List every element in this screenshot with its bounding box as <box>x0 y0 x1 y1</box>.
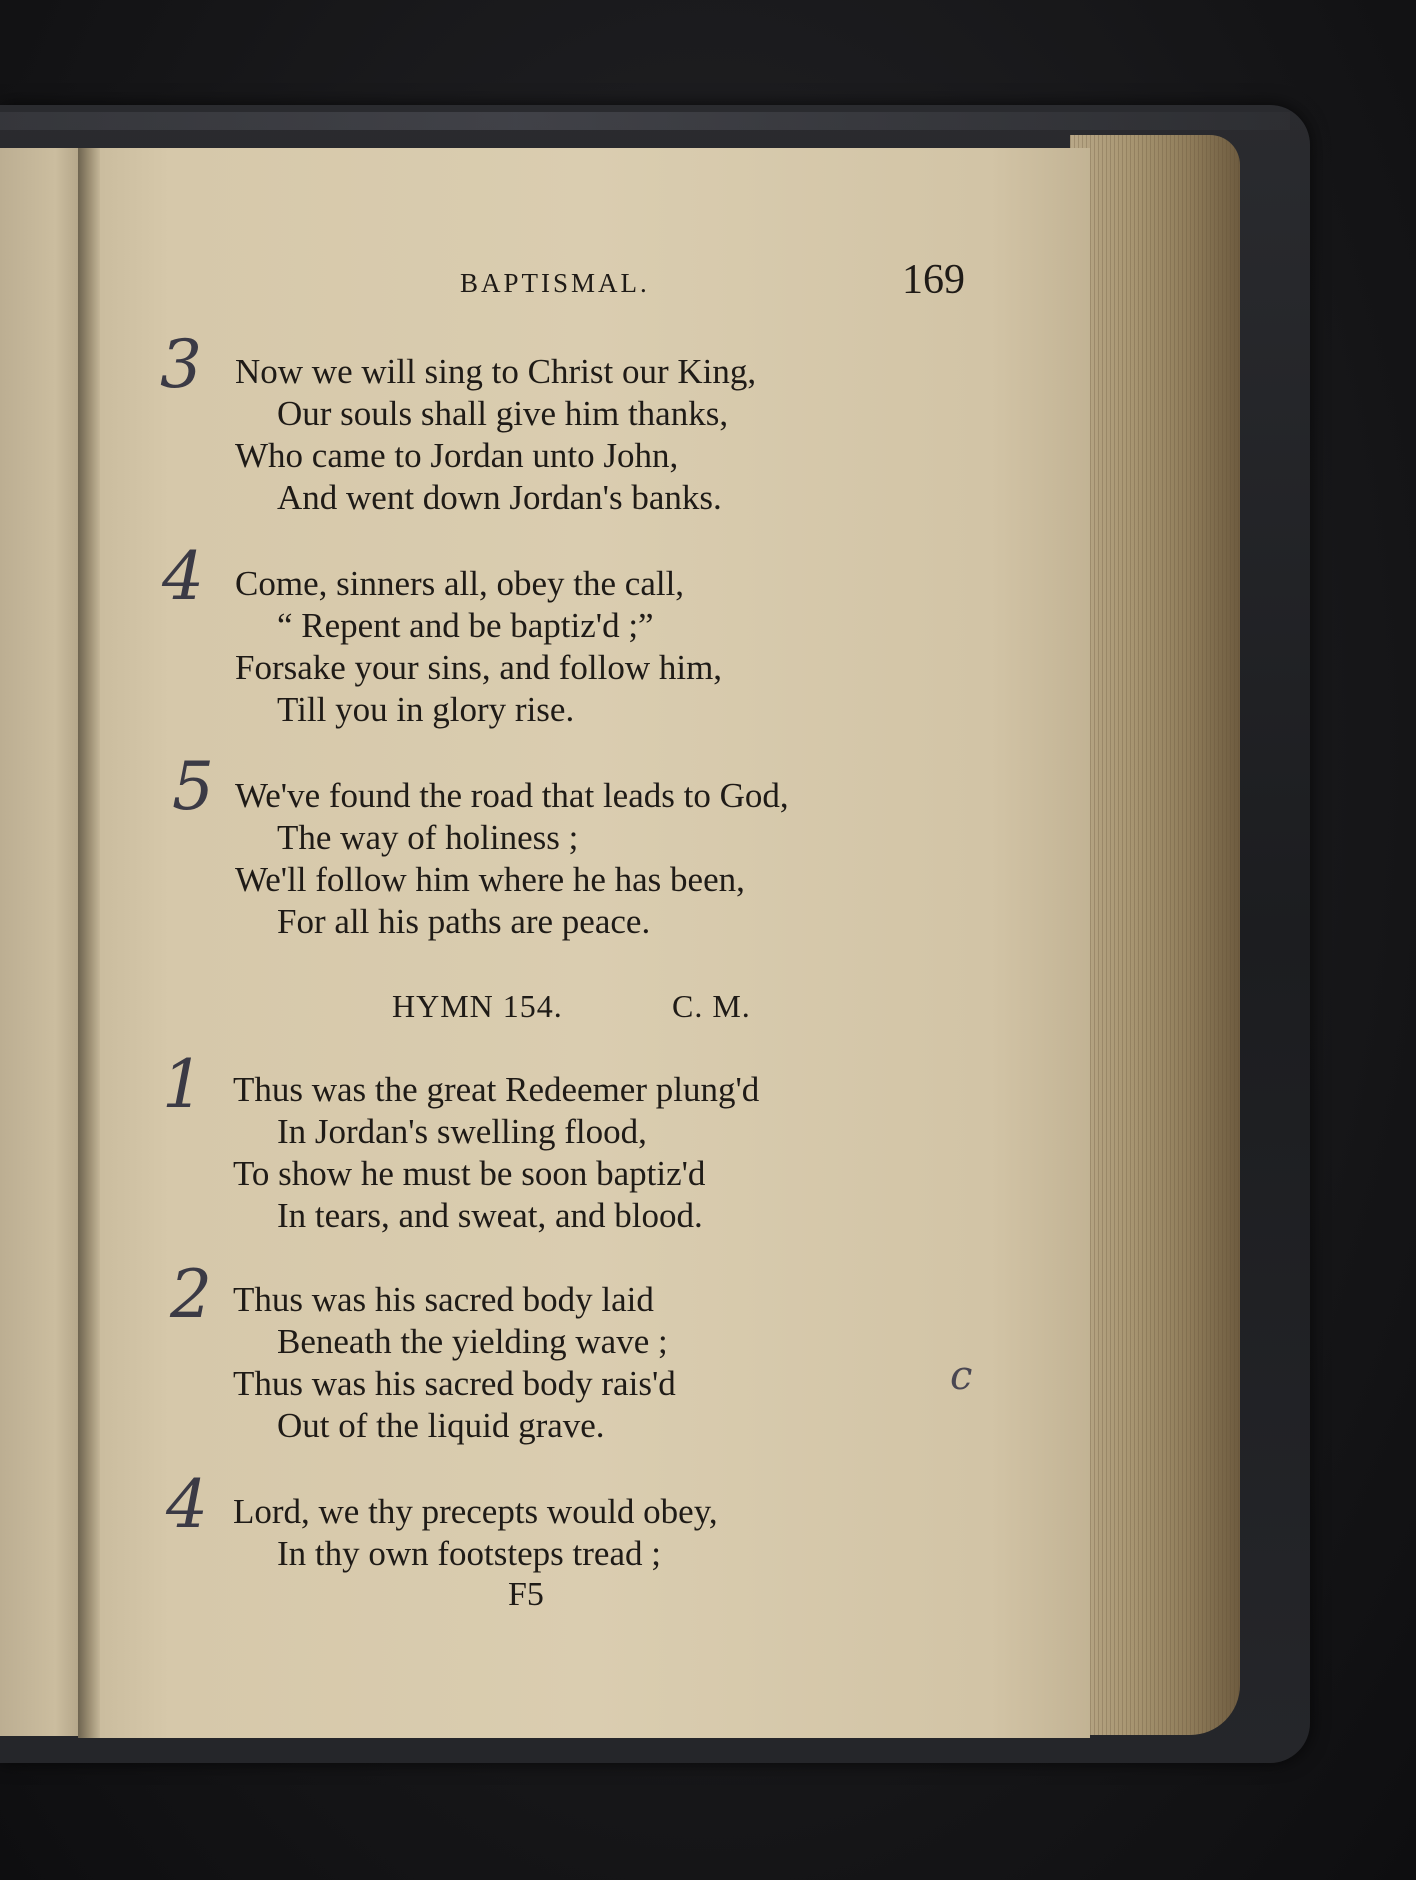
verse-line: Out of the liquid grave. <box>277 1406 605 1445</box>
handwritten-verse-number: 5 <box>172 748 214 825</box>
verse-line: Thus was his sacred body laid <box>233 1280 654 1319</box>
page-number: 169 <box>902 257 965 303</box>
hymn-title: HYMN 154. <box>392 988 563 1024</box>
handwritten-verse-number: 2 <box>170 1256 212 1333</box>
verse-line: We'll follow him where he has been, <box>235 860 745 899</box>
verse-line: And went down Jordan's banks. <box>277 478 722 517</box>
book-gutter <box>78 148 100 1738</box>
running-head: BAPTISMAL. <box>460 268 650 298</box>
verse-line: Thus was the great Redeemer plung'd <box>233 1070 760 1109</box>
verse-line: Who came to Jordan unto John, <box>235 436 679 475</box>
right-page <box>90 148 1090 1738</box>
verse-line: Forsake your sins, and follow him, <box>235 648 723 687</box>
hymn-meter: C. M. <box>672 988 751 1024</box>
verse-line: Beneath the yielding wave ; <box>277 1322 668 1361</box>
verse-line: Our souls shall give him thanks, <box>277 394 729 433</box>
verse-line: To show he must be soon baptiz'd <box>233 1154 706 1193</box>
handwritten-verse-number: 1 <box>162 1046 204 1123</box>
verse-line: In tears, and sweat, and blood. <box>277 1196 703 1235</box>
verse-line: For all his paths are peace. <box>277 902 651 941</box>
book-cover-edge <box>0 112 1290 130</box>
page-stack-edge <box>1070 135 1240 1735</box>
verse-line: “ Repent and be baptiz'd ;” <box>277 606 654 645</box>
verse-line: The way of holiness ; <box>277 818 579 857</box>
handwritten-verse-number: 4 <box>162 538 204 615</box>
verse-line: We've found the road that leads to God, <box>235 776 789 815</box>
verse-line: Lord, we thy precepts would obey, <box>233 1492 718 1531</box>
handwritten-verse-number: 4 <box>166 1466 208 1543</box>
verse-line: Thus was his sacred body rais'd <box>233 1364 676 1403</box>
signature-mark: F5 <box>508 1576 544 1613</box>
handwritten-verse-number: 3 <box>160 326 202 403</box>
verse-line: In thy own footsteps tread ; <box>277 1534 661 1573</box>
verse-line: Now we will sing to Christ our King, <box>235 352 757 391</box>
verse-line: Till you in glory rise. <box>277 690 575 729</box>
handwritten-margin-mark: c <box>950 1353 973 1399</box>
verse-line: In Jordan's swelling flood, <box>277 1112 647 1151</box>
verse-line: Come, sinners all, obey the call, <box>235 564 685 603</box>
